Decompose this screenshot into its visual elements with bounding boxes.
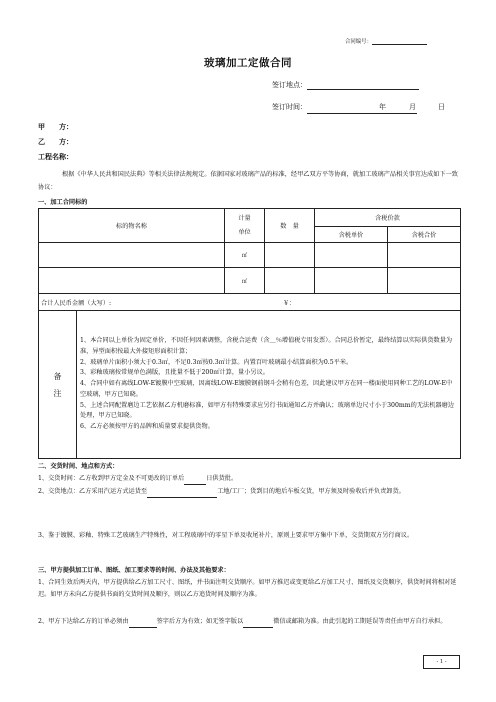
signing-time: 签订时间： 年 月 日 [272, 102, 462, 112]
header-price: 含税价款 [315, 209, 461, 227]
sum-row [39, 294, 461, 311]
remark-item: 5、上述合同配置磨边工艺依据乙方机磨标准，如甲方有特殊要求应另行书面通知乙方并确认；玻璃单边尺寸小于300mm的无法机器磨边处理，甲方已知晓。 [80, 401, 454, 420]
project-name-label: 工程名称： [38, 152, 73, 161]
sum-yen: ￥： [283, 300, 296, 307]
delivery-place: 2、交货地点：乙方采用汽运方式运货至 工地/工厂；货到目的地后车板交货，甲方须及时验收后并负责卸货。 [38, 486, 462, 498]
remarks-label: 备 注 [39, 311, 77, 459]
signer-line [129, 627, 157, 628]
page-number: - 1 - [423, 655, 460, 669]
order-provision: 1、合同生效后两天内，甲方提供给乙方加工尺寸、图纸，并书面注明交货顺序。如甲方推迟或变更给乙方加工尺寸、图纸及交货顺序，供货时间将相对延迟。如甲方未向乙方提供书面的交货时间及顺序，则以乙方追货时间及顺序为准。 [38, 579, 457, 599]
signing-place: 签订地点： [272, 80, 419, 90]
signing-year: 年 [379, 103, 386, 111]
section-1-heading: 一、加工合同标的 [38, 199, 88, 206]
row-unit: ㎡ [225, 268, 265, 294]
contract-number-line [372, 44, 427, 45]
party-a-label: 甲 方： [38, 122, 73, 131]
remark-item: 1、本合同以上单价为固定单价，不因任何因素调整，含税合运费（含＿％增值税专用发票）。合同总价暂定，最终结算以实际供货数量为准，异型面积按最大外接矩形面积计算； [80, 336, 453, 355]
intro-paragraph: 根据《中华人民共和国民法典》等相关法律法规规定。依据国家对玻璃产品的标准，经甲乙双方平等协商，就加工玻璃产品相关事宜达成如下一致协议： [38, 171, 458, 191]
remark-item: 4、合同中如有离线LOW-E镀膜中空玻璃，因离线LOW-E镀膜钢前钢斗会稍有色差，因此建议甲方在同一楼面使用同种工艺的LOW-E中空玻璃，甲方已知晓。 [80, 380, 453, 398]
product-table [38, 208, 461, 459]
delivery-note: 3、鉴于镀膜、彩釉、特殊工艺玻璃生产特殊性，对工程玻璃中的零星下单及收尾补片，原则上要求甲方集中下单，交货期双方另行商议。 [38, 532, 414, 539]
remarks-row [39, 311, 461, 459]
header-total-price: 含税合价 [388, 227, 461, 243]
remark-item: 2、玻璃单片面积小须大于0.3㎡，不足0.3㎡按0.3㎡计算。内置百叶玻璃最小结算面积为0.5平米。 [80, 358, 353, 366]
table-row [39, 268, 461, 294]
row-unit: ㎡ [225, 243, 265, 268]
header-unit: 计量 单位 [225, 209, 265, 243]
document-title: 玻璃加工定做合同 [204, 57, 292, 69]
remark-item: 3、彩釉玻璃按常规单色满版，且批量不低于200㎡计算，量小另议。 [80, 369, 269, 377]
header-quantity: 数 量 [265, 209, 315, 243]
sum-label: 合计人民币金额（大写）: [41, 299, 112, 307]
contract-number-label: 合同编号： [345, 37, 427, 45]
section-3-heading: 三、甲方提供加工订单、图纸、加工要求等的时间、办法及其他要求： [38, 567, 230, 574]
wechat-line [243, 627, 273, 628]
order-signature: 2、甲方下达给乙方的订单必须由 签字后方为有效；如无签字版以 微信或邮箱为准。由此引起的工期延误等责任由甲方自行承担。 [38, 616, 462, 628]
remark-item: 6、乙方必须按甲方的品牌和质量要求提供货物。 [80, 423, 214, 431]
header-item-name: 标的物名称 [39, 209, 225, 243]
party-b-label: 乙 方： [38, 137, 73, 146]
signing-place-line [307, 89, 419, 90]
remarks-content [77, 311, 461, 459]
header-unit-price: 含税单价 [315, 227, 388, 243]
table-row [39, 243, 461, 268]
section-2-heading: 二、交货时间、地点和方式： [38, 463, 119, 470]
delivery-time: 1、交货时间：乙方收到甲方定金及不可更改的订单后 日供货批。 [38, 473, 462, 485]
signing-month: 月 [409, 103, 416, 111]
signing-time-line [307, 113, 417, 114]
signing-day: 日 [438, 103, 445, 111]
delivery-site-line [147, 497, 217, 498]
